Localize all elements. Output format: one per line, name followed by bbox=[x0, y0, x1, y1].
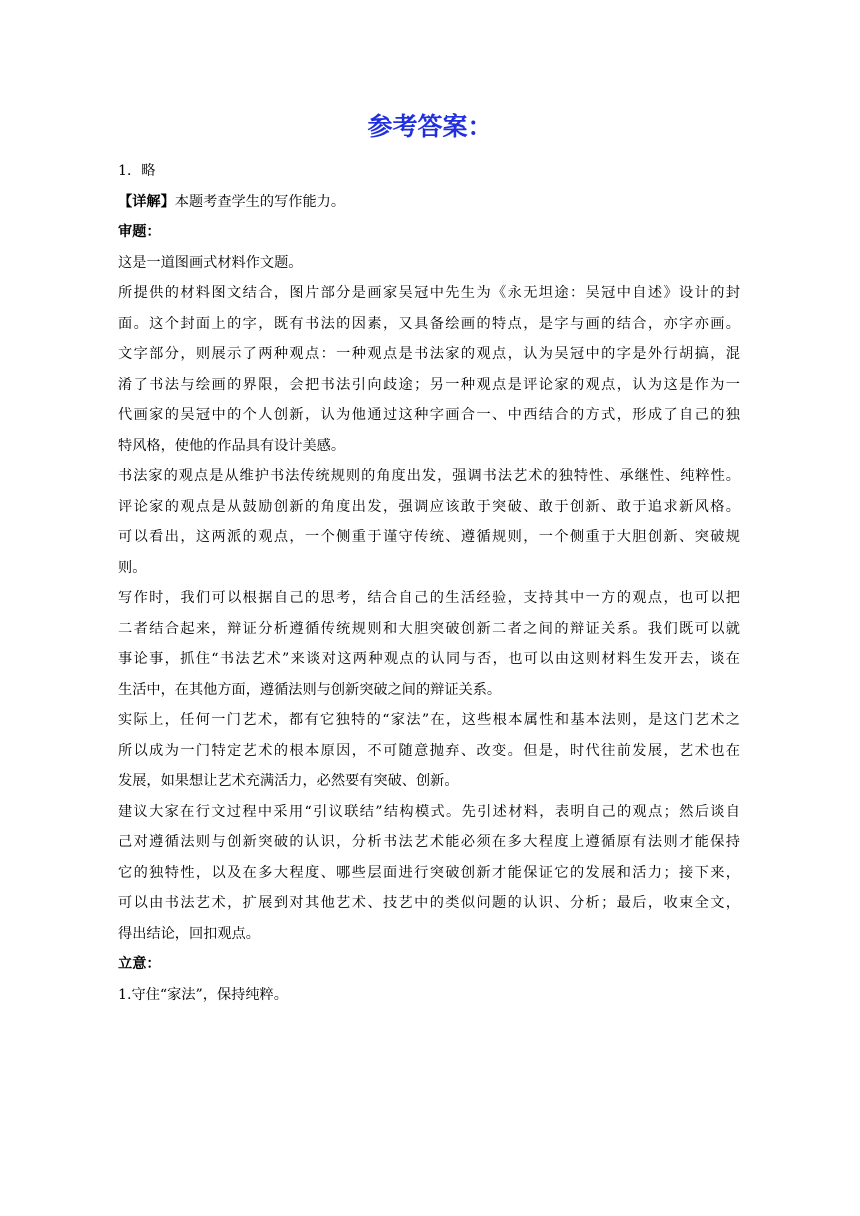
detail-line bbox=[118, 187, 740, 218]
paragraph bbox=[118, 797, 740, 950]
paragraph bbox=[118, 461, 740, 583]
liyi-heading: 立意： bbox=[118, 956, 161, 972]
paragraph-line: 发展，如果想让艺术充满活力，必然要有突破、创新。 bbox=[118, 773, 459, 789]
paragraph-line: 生活中，在其他方面，遵循法则与创新突破之间的辩证关系。 bbox=[118, 681, 502, 698]
paragraph-line: 可以看出，这两派的观点，一个侧重于谨守传统、遵循规则，一个侧重于大胆创新、突破规 bbox=[118, 529, 740, 545]
paragraph-line: 这是一道图画式材料作文题。 bbox=[118, 254, 303, 271]
paragraph bbox=[118, 705, 740, 797]
paragraph-line: 面。这个封面上的字，既有书法的因素，又具备绘画的特点，是字与画的结合，亦字亦画。 bbox=[118, 315, 740, 332]
paragraph-line: 实际上，任何一门艺术，都有它独特的“家法”在，这些根本属性和基本法则，是这门艺术之 bbox=[118, 712, 740, 728]
paragraph-line: 得出结论，回扣观点。 bbox=[118, 925, 260, 942]
paragraph-line: 写作时，我们可以根据自己的思考，结合自己的生活经验，支持其中一方的观点，也可以把 bbox=[118, 590, 740, 606]
paragraph-line: 可以由书法艺术，扩展到对其他艺术、技艺中的类似问题的认识、分析；最后，收束全文， bbox=[118, 895, 740, 911]
paragraph bbox=[118, 278, 740, 461]
paragraph-line: 评论家的观点是从鼓励创新的角度出发，强调应该敢于突破、敢于创新、敢于追求新风格。 bbox=[118, 498, 740, 515]
liyi-list bbox=[118, 980, 740, 1011]
paragraph-line: 淆了书法与绘画的界限，会把书法引向歧途；另一种观点是评论家的观点，认为这是作为一 bbox=[118, 376, 740, 393]
question-number: 1．略 bbox=[118, 163, 156, 179]
analysis-paragraphs bbox=[118, 248, 740, 950]
liyi-item: 1.守住“家法”，保持纯粹。 bbox=[118, 986, 288, 1003]
paragraph-line: 事论事，抓住“书法艺术”来谈对这两种观点的认同与否，也可以由这则材料生发开去，谈在 bbox=[118, 651, 740, 667]
paragraph-line: 文字部分，则展示了两种观点：一种观点是书法家的观点，认为吴冠中的字是外行胡搞，混 bbox=[118, 346, 740, 362]
paragraph-line: 书法家的观点是从维护书法传统规则的角度出发，强调书法艺术的独特性、承继性、纯粹性。 bbox=[118, 468, 740, 484]
detail-tag: 【详解】 bbox=[118, 193, 175, 210]
paragraph bbox=[118, 248, 740, 279]
page-title: 参考答案： bbox=[367, 112, 493, 141]
paragraph-line: 则。 bbox=[118, 559, 147, 576]
paragraph-line: 二者结合起来，辩证分析遵循传统规则和大胆突破创新二者之间的辩证关系。我们既可以就 bbox=[118, 620, 740, 637]
paragraph-line: 特风格，使他的作品具有设计美感。 bbox=[118, 437, 346, 454]
paragraph bbox=[118, 583, 740, 705]
paragraph-line: 所提供的材料图文结合，图片部分是画家吴冠中先生为《永无坦途：吴冠中自述》设计的封 bbox=[118, 285, 740, 301]
shenti-heading: 审题： bbox=[118, 224, 161, 240]
paragraph-line: 代画家的吴冠中的个人创新，认为他通过这种字画合一、中西结合的方式，形成了自己的独 bbox=[118, 407, 740, 423]
paragraph-line: 它的独特性，以及在多大程度、哪些层面进行突破创新才能保证它的发展和活力；接下来， bbox=[118, 864, 740, 881]
detail-text: 本题考查学生的写作能力。 bbox=[174, 193, 346, 210]
paragraph-line: 建议大家在行文过程中采用“引议联结”结构模式。先引述材料，表明自己的观点；然后谈自 bbox=[118, 803, 740, 820]
paragraph-line: 所以成为一门特定艺术的根本原因，不可随意抛弃、改变。但是，时代往前发展，艺术也在 bbox=[118, 742, 740, 759]
paragraph-line: 己对遵循法则与创新突破的认识，分析书法艺术能必须在多大程度上遵循原有法则才能保持 bbox=[118, 834, 740, 850]
answer-content bbox=[118, 156, 740, 1010]
